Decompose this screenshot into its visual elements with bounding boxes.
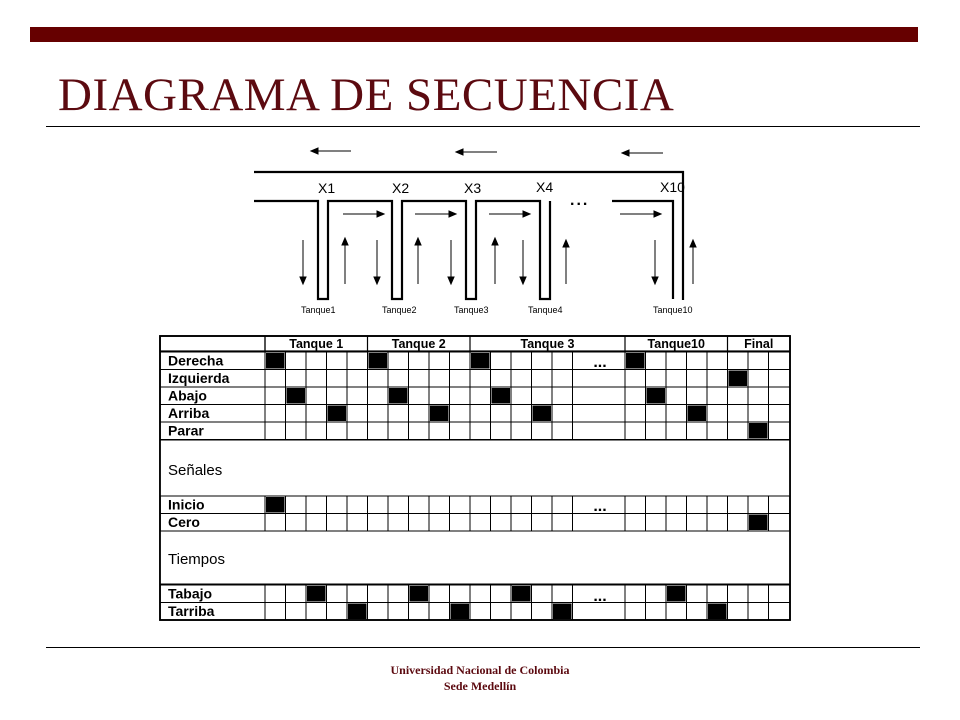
filled-cell: [430, 406, 449, 422]
tank-labels: [301, 305, 693, 315]
filled-cell: [492, 388, 511, 404]
row-label-tabajo: Tabajo: [168, 585, 213, 602]
row-label-derecha: Derecha: [168, 352, 224, 369]
header-group-3: Tanque 3: [520, 337, 575, 351]
filled-cell: [307, 586, 326, 602]
filled-cell: [287, 388, 306, 404]
filled-cell: [451, 604, 470, 620]
filled-cell: [369, 353, 388, 369]
row-label-inicio: Inicio: [168, 496, 205, 513]
tank-wells-1-4: [254, 201, 550, 299]
table-ellipsis: ...: [593, 498, 607, 515]
table-ellipsis: ...: [593, 354, 607, 371]
valve-labels: [318, 179, 685, 196]
filled-cell: [708, 604, 727, 620]
footer-campus: Sede Medellín: [443, 679, 517, 693]
filled-cell: [553, 604, 572, 620]
row-label-arriba: Arriba: [168, 405, 210, 421]
table-ellipsis: ...: [593, 588, 607, 605]
filled-cell: [410, 586, 429, 602]
filled-cell: [471, 353, 490, 369]
row-label-abajo: Abajo: [168, 387, 207, 404]
tank-well-10: [612, 201, 673, 299]
signals-label: Señales: [168, 462, 223, 479]
valve-x1: X1: [318, 180, 336, 196]
filled-cell: [729, 371, 748, 387]
header-group-4: Tanque10: [647, 337, 705, 351]
valve-x3: X3: [464, 180, 482, 196]
filled-cell: [749, 423, 768, 439]
valve-x2: X2: [392, 180, 410, 196]
header-group-5: Final: [744, 337, 774, 351]
filled-cell: [512, 586, 531, 602]
filled-cell: [749, 515, 768, 531]
header-group-1: Tanque 1: [289, 337, 344, 351]
valve-x4: X4: [536, 179, 554, 195]
footer-rule: [46, 647, 920, 648]
filled-cell: [647, 388, 666, 404]
filled-cell: [328, 406, 347, 422]
process-ellipsis: ...: [570, 192, 590, 209]
flow-arrows: [300, 148, 696, 284]
tank-label-2: Tanque2: [382, 305, 417, 315]
filled-cell: [533, 406, 552, 422]
filled-cell: [266, 497, 285, 513]
filled-cell: [688, 406, 707, 422]
filled-cell: [667, 586, 686, 602]
timing-table: [160, 336, 790, 620]
row-label-izquierda: Izquierda: [168, 370, 230, 386]
tank-label-4: Tanque4: [528, 305, 563, 315]
footer-university: Universidad Nacional de Colombia: [390, 663, 570, 677]
times-label: Tiempos: [168, 551, 225, 568]
valve-x10: X10: [660, 179, 685, 195]
signals-band: [160, 440, 790, 496]
filled-cell: [389, 388, 408, 404]
tank-label-10: Tanque10: [653, 305, 693, 315]
row-label-tarriba: Tarriba: [168, 603, 215, 619]
filled-cell: [626, 353, 645, 369]
tank-label-3: Tanque3: [454, 305, 489, 315]
filled-cell: [266, 353, 285, 369]
row-label-parar: Parar: [168, 422, 204, 439]
slide-title: DIAGRAMA DE SECUENCIA: [58, 69, 675, 121]
filled-cell: [348, 604, 367, 620]
header-group-2: Tanque 2: [391, 337, 446, 351]
row-label-cero: Cero: [168, 514, 200, 530]
times-band: [160, 531, 790, 584]
tank-label-1: Tanque1: [301, 305, 336, 315]
